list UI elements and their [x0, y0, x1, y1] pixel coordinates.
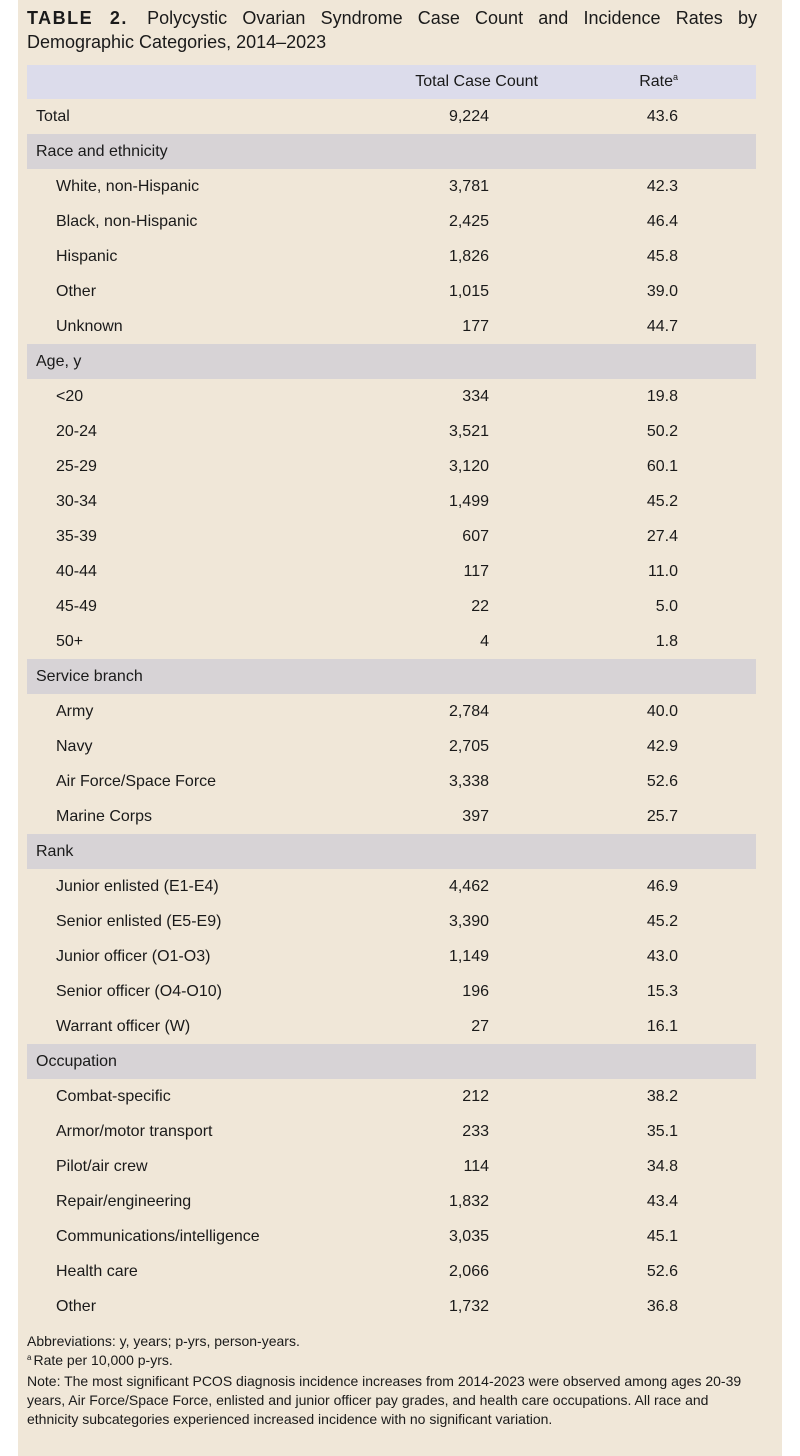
row-rate: 36.8	[646, 1298, 678, 1315]
table-row	[27, 99, 756, 134]
row-label: Air Force/Space Force	[56, 773, 217, 790]
row-case-count: 114	[463, 1158, 489, 1175]
row-label: Senior officer (O4-O10)	[56, 983, 222, 1000]
row-label: 25-29	[56, 458, 97, 475]
table-number: TABLE 2.	[27, 8, 128, 28]
row-case-count: 196	[462, 983, 489, 1000]
table-row	[27, 764, 756, 799]
row-label: Black, non-Hispanic	[56, 213, 198, 230]
row-rate: 42.9	[646, 738, 678, 755]
row-label: Rank	[36, 843, 74, 860]
header-rate	[639, 73, 678, 91]
row-rate: 46.9	[646, 878, 678, 895]
row-label: Marine Corps	[56, 808, 153, 825]
row-rate: 11.0	[648, 563, 678, 580]
table-panel	[18, 0, 782, 1456]
table-row	[27, 624, 756, 659]
row-rate: 52.6	[646, 1263, 678, 1280]
row-label: Service branch	[36, 668, 143, 685]
row-case-count: 177	[462, 318, 489, 335]
row-case-count: 3,035	[448, 1228, 489, 1245]
table-row	[27, 1114, 756, 1149]
row-rate: 50.2	[646, 423, 678, 440]
row-rate: 45.8	[646, 248, 678, 265]
table-notes	[27, 1332, 757, 1429]
row-case-count: 27	[471, 1018, 489, 1035]
footnote-text: Rate per 10,000 p-yrs.	[33, 1352, 173, 1368]
row-label: Health care	[56, 1263, 138, 1280]
table-row	[27, 169, 756, 204]
row-label: 45-49	[56, 598, 97, 615]
row-label: 35-39	[56, 528, 97, 545]
row-label: Armor/motor transport	[56, 1123, 213, 1140]
table-row	[27, 1289, 756, 1324]
header-rate-footnote: a	[672, 72, 678, 82]
row-label: Race and ethnicity	[36, 143, 168, 160]
table-row	[27, 379, 756, 414]
row-case-count: 4,462	[448, 878, 489, 895]
row-case-count: 3,120	[448, 458, 489, 475]
table-row	[27, 274, 756, 309]
row-case-count: 397	[462, 808, 489, 825]
table-row	[27, 554, 756, 589]
row-rate: 35.1	[646, 1123, 678, 1140]
row-case-count: 22	[471, 598, 489, 615]
table-row	[27, 589, 756, 624]
row-case-count: 9,224	[448, 108, 489, 125]
row-rate: 5.0	[655, 598, 678, 615]
section-row	[27, 659, 756, 694]
row-case-count: 1,732	[448, 1298, 489, 1315]
row-case-count: 607	[462, 528, 489, 545]
footnote-marker: a	[27, 1353, 32, 1362]
row-label: 30-34	[56, 493, 97, 510]
row-case-count: 1,149	[448, 948, 489, 965]
row-label: Communications/intelligence	[56, 1228, 260, 1245]
table-row	[27, 1009, 756, 1044]
table-row	[27, 729, 756, 764]
row-rate: 1.8	[655, 633, 678, 650]
row-label: 40-44	[56, 563, 97, 580]
row-case-count: 1,832	[448, 1193, 489, 1210]
table-row	[27, 1254, 756, 1289]
data-table	[27, 65, 756, 1324]
table-title	[27, 6, 757, 54]
section-row	[27, 1044, 756, 1079]
table-caption: Polycystic Ovarian Syndrome Case Count and Incidence Rates by Demographic Categories, 2014–2023	[27, 8, 758, 52]
table-row	[27, 869, 756, 904]
row-label: 50+	[56, 633, 84, 650]
table-header	[27, 65, 756, 99]
row-case-count: 1,015	[448, 283, 489, 300]
row-case-count: 4	[480, 633, 489, 650]
row-case-count: 3,781	[448, 178, 489, 195]
header-total-case-count: Total Case Count	[415, 73, 538, 90]
table-row	[27, 1184, 756, 1219]
row-case-count: 334	[462, 388, 489, 405]
row-label: Junior enlisted (E1-E4)	[56, 878, 219, 895]
row-label: Navy	[56, 738, 93, 755]
section-row	[27, 344, 756, 379]
row-case-count: 1,826	[448, 248, 489, 265]
row-rate: 27.4	[646, 528, 678, 545]
table-row	[27, 239, 756, 274]
rate-footnote	[27, 1351, 757, 1372]
table-row	[27, 974, 756, 1009]
row-case-count: 2,066	[448, 1263, 489, 1280]
row-label: Other	[56, 1298, 97, 1315]
row-rate: 43.4	[646, 1193, 678, 1210]
header-rate-label: Rate	[639, 73, 673, 90]
row-label: Occupation	[36, 1053, 117, 1070]
row-label: Age, y	[36, 353, 82, 370]
table-row	[27, 484, 756, 519]
row-label: Repair/engineering	[56, 1193, 192, 1210]
row-label: Junior officer (O1-O3)	[56, 948, 211, 965]
row-rate: 46.4	[646, 213, 678, 230]
table-row	[27, 1219, 756, 1254]
row-rate: 52.6	[646, 773, 678, 790]
row-rate: 19.8	[646, 388, 678, 405]
row-label: Total	[36, 108, 70, 125]
section-row	[27, 834, 756, 869]
table-row	[27, 519, 756, 554]
row-rate: 15.3	[646, 983, 678, 1000]
table-row	[27, 414, 756, 449]
row-rate: 25.7	[646, 808, 678, 825]
row-rate: 60.1	[646, 458, 678, 475]
table-row	[27, 204, 756, 239]
row-label: <20	[56, 388, 84, 405]
row-rate: 38.2	[646, 1088, 678, 1105]
row-label: 20-24	[56, 423, 97, 440]
row-label: Army	[56, 703, 94, 720]
row-rate: 45.2	[646, 493, 678, 510]
row-label: Unknown	[56, 318, 123, 335]
row-rate: 43.0	[646, 948, 678, 965]
row-rate: 45.2	[646, 913, 678, 930]
row-case-count: 233	[462, 1123, 489, 1140]
row-rate: 16.1	[646, 1018, 678, 1035]
row-case-count: 2,425	[448, 213, 489, 230]
table-row	[27, 1149, 756, 1184]
row-rate: 34.8	[646, 1158, 678, 1175]
row-label: Hispanic	[56, 248, 118, 265]
abbreviations-note: Abbreviations: y, years; p-yrs, person-years.	[27, 1333, 300, 1349]
row-case-count: 3,338	[448, 773, 489, 790]
row-case-count: 2,705	[448, 738, 489, 755]
table-row	[27, 904, 756, 939]
row-rate: 42.3	[646, 178, 678, 195]
row-rate: 40.0	[646, 703, 678, 720]
row-case-count: 117	[463, 563, 489, 580]
table-row	[27, 309, 756, 344]
row-label: White, non-Hispanic	[56, 178, 200, 195]
row-case-count: 2,784	[448, 703, 489, 720]
row-rate: 45.1	[646, 1228, 678, 1245]
row-label: Combat-specific	[56, 1088, 171, 1105]
row-case-count: 3,390	[448, 913, 489, 930]
table-row	[27, 449, 756, 484]
row-label: Pilot/air crew	[56, 1158, 148, 1175]
row-rate: 44.7	[646, 318, 678, 335]
section-row	[27, 134, 756, 169]
row-case-count: 1,499	[448, 493, 489, 510]
row-label: Other	[56, 283, 97, 300]
significance-note: Note: The most significant PCOS diagnosis incidence increases from 2014-2023 were observed among ages 20-39 years, Air Force/Space Force, enlisted and junior officer pay grades, and health care occupations. All race and ethnicity subcategories experienced increased incidence with no significant variation.	[27, 1373, 742, 1427]
row-rate: 39.0	[646, 283, 678, 300]
table-row	[27, 799, 756, 834]
row-rate: 43.6	[646, 108, 678, 125]
table-row	[27, 939, 756, 974]
row-label: Senior enlisted (E5-E9)	[56, 913, 222, 930]
table-body	[27, 99, 756, 1324]
row-case-count: 212	[462, 1088, 489, 1105]
row-case-count: 3,521	[448, 423, 489, 440]
table-row	[27, 1079, 756, 1114]
table-row	[27, 694, 756, 729]
row-label: Warrant officer (W)	[56, 1018, 191, 1035]
